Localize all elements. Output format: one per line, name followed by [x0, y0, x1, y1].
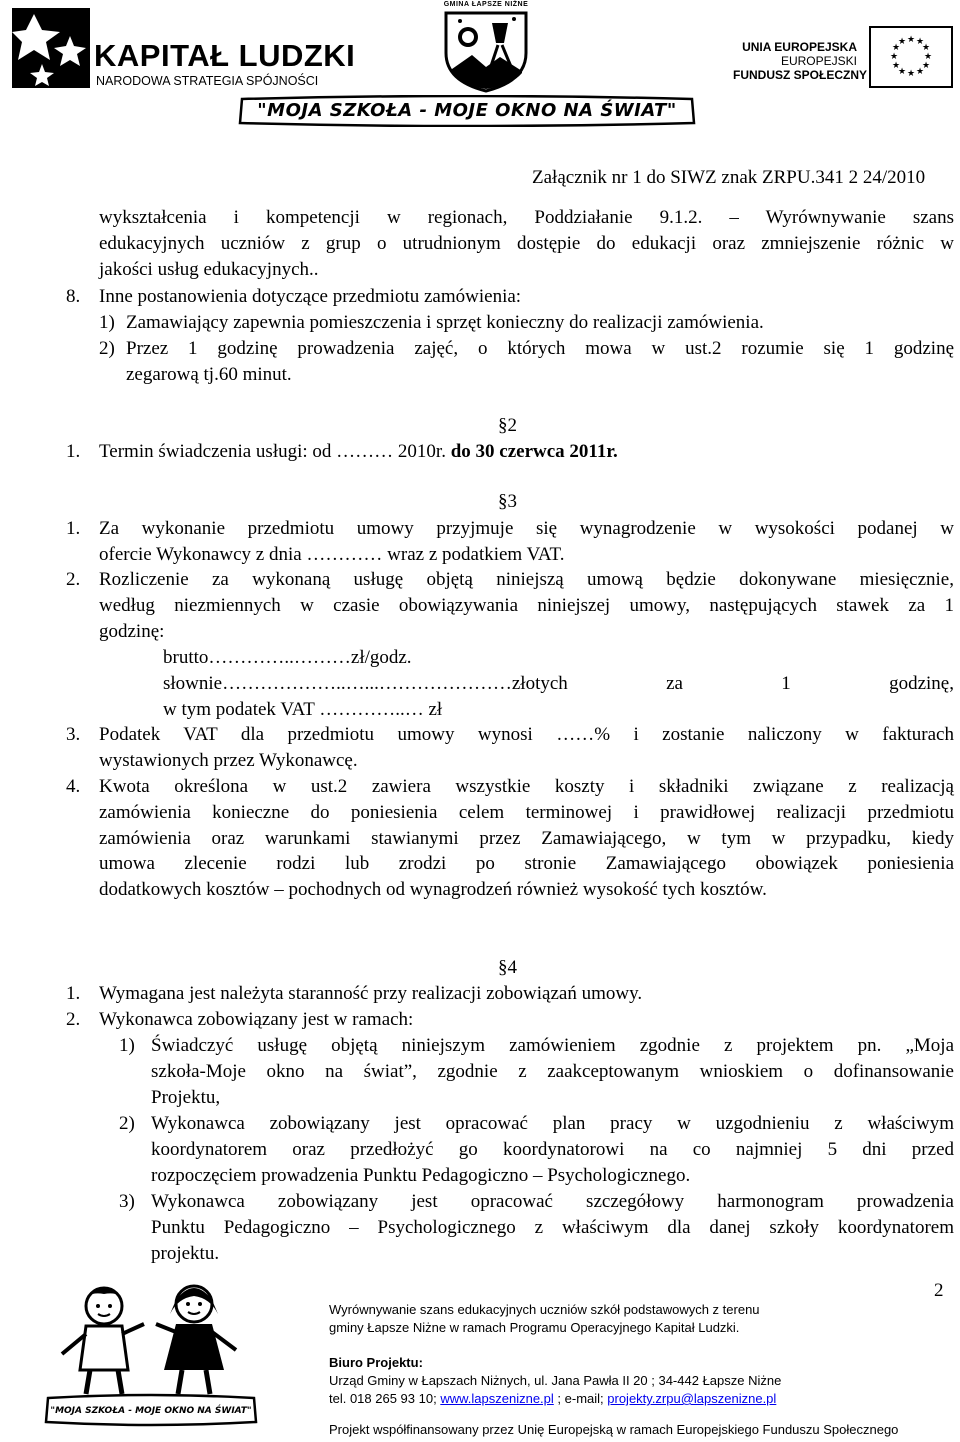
gmina-logo — [396, 0, 576, 96]
s4-item-2-text: Wykonawca zobowiązany jest w ramach: — [99, 1009, 414, 1030]
footer-website-link[interactable]: www.lapszenizne.pl — [440, 1391, 554, 1406]
svg-text:★: ★ — [915, 37, 925, 47]
s2-item-1-term: Termin świadczenia usługi: od ……… 2010r. — [99, 441, 446, 462]
svg-text:★: ★ — [889, 52, 899, 62]
footer-office-label: Biuro Projektu: — [329, 1355, 423, 1370]
paragraph-4-heading: §4 — [498, 957, 517, 978]
footer-email-label: ; e-mail; — [557, 1391, 604, 1406]
s3-item-2-line-1: Rozliczenie za wykonaną usługę objętą niniejszą umową będzie dokonywane miesięcznie, — [99, 569, 954, 590]
s3-item-4-line-1: Kwota określona w ust.2 zawiera wszystkie koszty i składniki związane z realizacją — [99, 776, 954, 797]
s4-sub-2-line-2: koordynatorem oraz przedłożyć go koordynatorowi na co najmniej 5 dni przed — [151, 1139, 954, 1160]
footer-logo-text: "MOJA SZKOŁA - MOJE OKNO NA ŚWIAT" — [50, 1406, 252, 1416]
vat-amount-field: w tym podatek VAT …………..… zł — [163, 699, 443, 720]
gmina-crest-icon — [442, 9, 530, 93]
footer-address: Urząd Gminy w Łapszach Niżnych, ul. Jana Pawła II 20 ; 34-442 Łapsze Niżne — [329, 1373, 782, 1388]
s3-item-4-number: 4. — [66, 776, 81, 797]
s4-sub-3-line-1: Wykonawca zobowiązany jest opracować szczegółowy harmonogram prowadzenia — [151, 1191, 954, 1212]
svg-text:★: ★ — [921, 43, 931, 53]
eu-logo-text — [733, 40, 868, 82]
s4-sub-3-line-3: projektu. — [151, 1243, 220, 1264]
s4-sub-2-number: 2) — [119, 1113, 135, 1134]
s4-item-1-text: Wymagana jest należyta staranność przy realizacji zobowiązań umowy. — [99, 983, 643, 1004]
project-banner — [236, 95, 698, 127]
s3-item-4-line-5: dodatkowych kosztów – pochodnych od wynagrodzeń również wysokość tych kosztów. — [99, 879, 767, 900]
footer-email-link[interactable]: projekty.zrpu@lapszenizne.pl — [607, 1391, 777, 1406]
svg-text:★: ★ — [923, 52, 933, 62]
item-8-2-line-1: Przez 1 godzinę prowadzenia zajęć, o których mowa w ust.2 rozumie się 1 godzinę — [126, 338, 954, 359]
s3-item-3-line-2: wystawionych przez Wykonawcę. — [99, 750, 358, 771]
s3-item-4-line-3: zamówienia oraz warunkami stawianymi przez Zamawiającego, w tym w przypadku, kiedy — [99, 828, 954, 849]
item-8-text: Inne postanowienia dotyczące przedmiotu zamówienia: — [99, 286, 522, 307]
footer-cofinancing-note: Projekt współfinansowany przez Unię Europejską w ramach Europejskiego Funduszu Społecznego — [329, 1422, 899, 1437]
eu-flag-icon — [869, 26, 953, 88]
svg-text:★: ★ — [915, 67, 925, 77]
s3-item-4-line-2: zamówienia konieczne do poniesienia celem terminowej i prawidłowej realizacji przedmiotu — [99, 802, 954, 823]
footer-project-logo — [44, 1284, 258, 1429]
kapital-ludzki-star-icon — [12, 8, 90, 88]
s2-item-1-end-date: do 30 czerwca 2011r. — [450, 441, 618, 462]
s4-sub-3-number: 3) — [119, 1191, 135, 1212]
paragraph-2-heading: §2 — [498, 415, 517, 436]
paragraph-4-number: 4 — [507, 957, 517, 978]
s3-item-2-line-2: według niezmiennych w czasie obowiązywania niniejszej umowy, następujących stawek za 1 — [99, 595, 954, 616]
gmina-label: GMINA ŁAPSZE NIŻNE — [443, 1, 529, 8]
s4-sub-1-line-1: Świadczyć usługę objętą niniejszym zamówieniem zgodnie z projektem pn. „Moja — [151, 1035, 954, 1056]
rate-in-words-field: słownie………………..…...…………………złotych za 1 godzinę, — [163, 673, 954, 694]
s3-item-2-line-3: godzinę: — [99, 621, 165, 642]
svg-text:★: ★ — [921, 61, 931, 71]
eu-logo — [733, 26, 955, 90]
s2-item-1-number: 1. — [66, 441, 81, 462]
item-8-1-text: Zamawiający zapewnia pomieszczenia i sprzęt konieczny do realizacji zamówienia. — [126, 312, 764, 333]
s3-item-2-number: 2. — [66, 569, 81, 590]
item-8-2-line-2: zegarową tj.60 minut. — [126, 364, 292, 385]
s2-item-1-text — [99, 439, 618, 465]
footer-project-line-2: gminy Łapsze Niżne w ramach Programu Operacyjnego Kapitał Ludzki. — [329, 1320, 740, 1335]
paragraph-3-heading: §3 — [498, 491, 517, 512]
intro-line-1: wykształcenia i kompetencji w regionach, Poddziałanie 9.1.2. – Wyrównywanie szans — [99, 207, 954, 228]
s4-sub-3-line-2: Punktu Pedagogiczno – Psychologicznego z właściwym dla danej szkoły koordynatorem — [151, 1217, 954, 1238]
paragraph-3-number: 3 — [507, 491, 517, 512]
svg-text:★: ★ — [891, 43, 901, 53]
s4-item-2-number: 2. — [66, 1009, 81, 1030]
s4-sub-2-line-1: Wykonawca zobowiązany jest opracować plan pracy w uzgodnieniu z właściwym — [151, 1113, 954, 1134]
svg-text:★: ★ — [906, 69, 916, 79]
svg-text:★: ★ — [891, 61, 901, 71]
intro-line-3: jakości usług edukacyjnych.. — [99, 259, 319, 280]
s4-sub-2-line-3: rozpoczęciem prowadzenia Punktu Pedagogiczno – Psychologicznego. — [151, 1165, 691, 1186]
item-8-number: 8. — [66, 286, 81, 307]
gross-rate-field: brutto…………..………zł/godz. — [163, 647, 412, 668]
item-8-1-number: 1) — [99, 312, 115, 333]
footer-project-line-1: Wyrównywanie szans edukacyjnych uczniów szkół podstawowych z terenu — [329, 1302, 760, 1317]
s3-item-3-number: 3. — [66, 724, 81, 745]
kapital-ludzki-logo — [12, 8, 356, 93]
svg-text:★: ★ — [906, 35, 916, 45]
s4-item-1-number: 1. — [66, 983, 81, 1004]
paragraph-2-number: 2 — [507, 415, 517, 436]
eu-line1: UNIA EUROPEJSKA — [742, 40, 857, 54]
s3-item-1-line-2: ofercie Wykonawcy z dnia ………… wraz z podatkiem VAT. — [99, 544, 565, 565]
eu-line3: FUNDUSZ SPOŁECZNY — [733, 68, 868, 82]
s4-sub-1-line-3: Projektu, — [151, 1087, 221, 1108]
svg-text:★: ★ — [897, 67, 907, 77]
footer-contact — [329, 1391, 776, 1407]
s4-sub-1-line-2: szkoła-Moje okno na świat”, zgodnie z zaakceptowanym wnioskiem o dofinansowanie — [151, 1061, 954, 1082]
s3-item-1-line-1: Za wykonanie przedmiotu umowy przyjmuje się wynagrodzenie w wysokości podanej w — [99, 518, 954, 539]
footer-phone: tel. 018 265 93 10; — [329, 1391, 437, 1406]
s3-item-3-line-1: Podatek VAT dla przedmiotu umowy wynosi ……% i zostanie naliczony w fakturach — [99, 724, 954, 745]
svg-text:★: ★ — [897, 37, 907, 47]
intro-line-2: edukacyjnych uczniów z grup o utrudnionym dostępie do edukacji oraz zmniejszenie różnic w — [99, 233, 954, 254]
eu-line2: EUROPEJSKI — [780, 54, 857, 68]
s3-item-1-number: 1. — [66, 518, 81, 539]
s3-item-4-line-4: umowa zlecenie rodzi lub zrodzi po stronie Zamawiającego obowiązek poniesienia — [99, 853, 954, 874]
kapital-ludzki-title: KAPITAŁ LUDZKI — [94, 38, 356, 73]
s4-sub-1-number: 1) — [119, 1035, 135, 1056]
banner-text: "MOJA SZKOŁA - MOJE OKNO NA ŚWIAT" — [257, 100, 677, 121]
kapital-ludzki-subtitle: NARODOWA STRATEGIA SPÓJNOŚCI — [96, 74, 319, 88]
page-number: 2 — [934, 1280, 944, 1301]
item-8-2-number: 2) — [99, 338, 115, 359]
annex-reference: Załącznik nr 1 do SIWZ znak ZRPU.341 2 24/2010 — [532, 167, 926, 188]
